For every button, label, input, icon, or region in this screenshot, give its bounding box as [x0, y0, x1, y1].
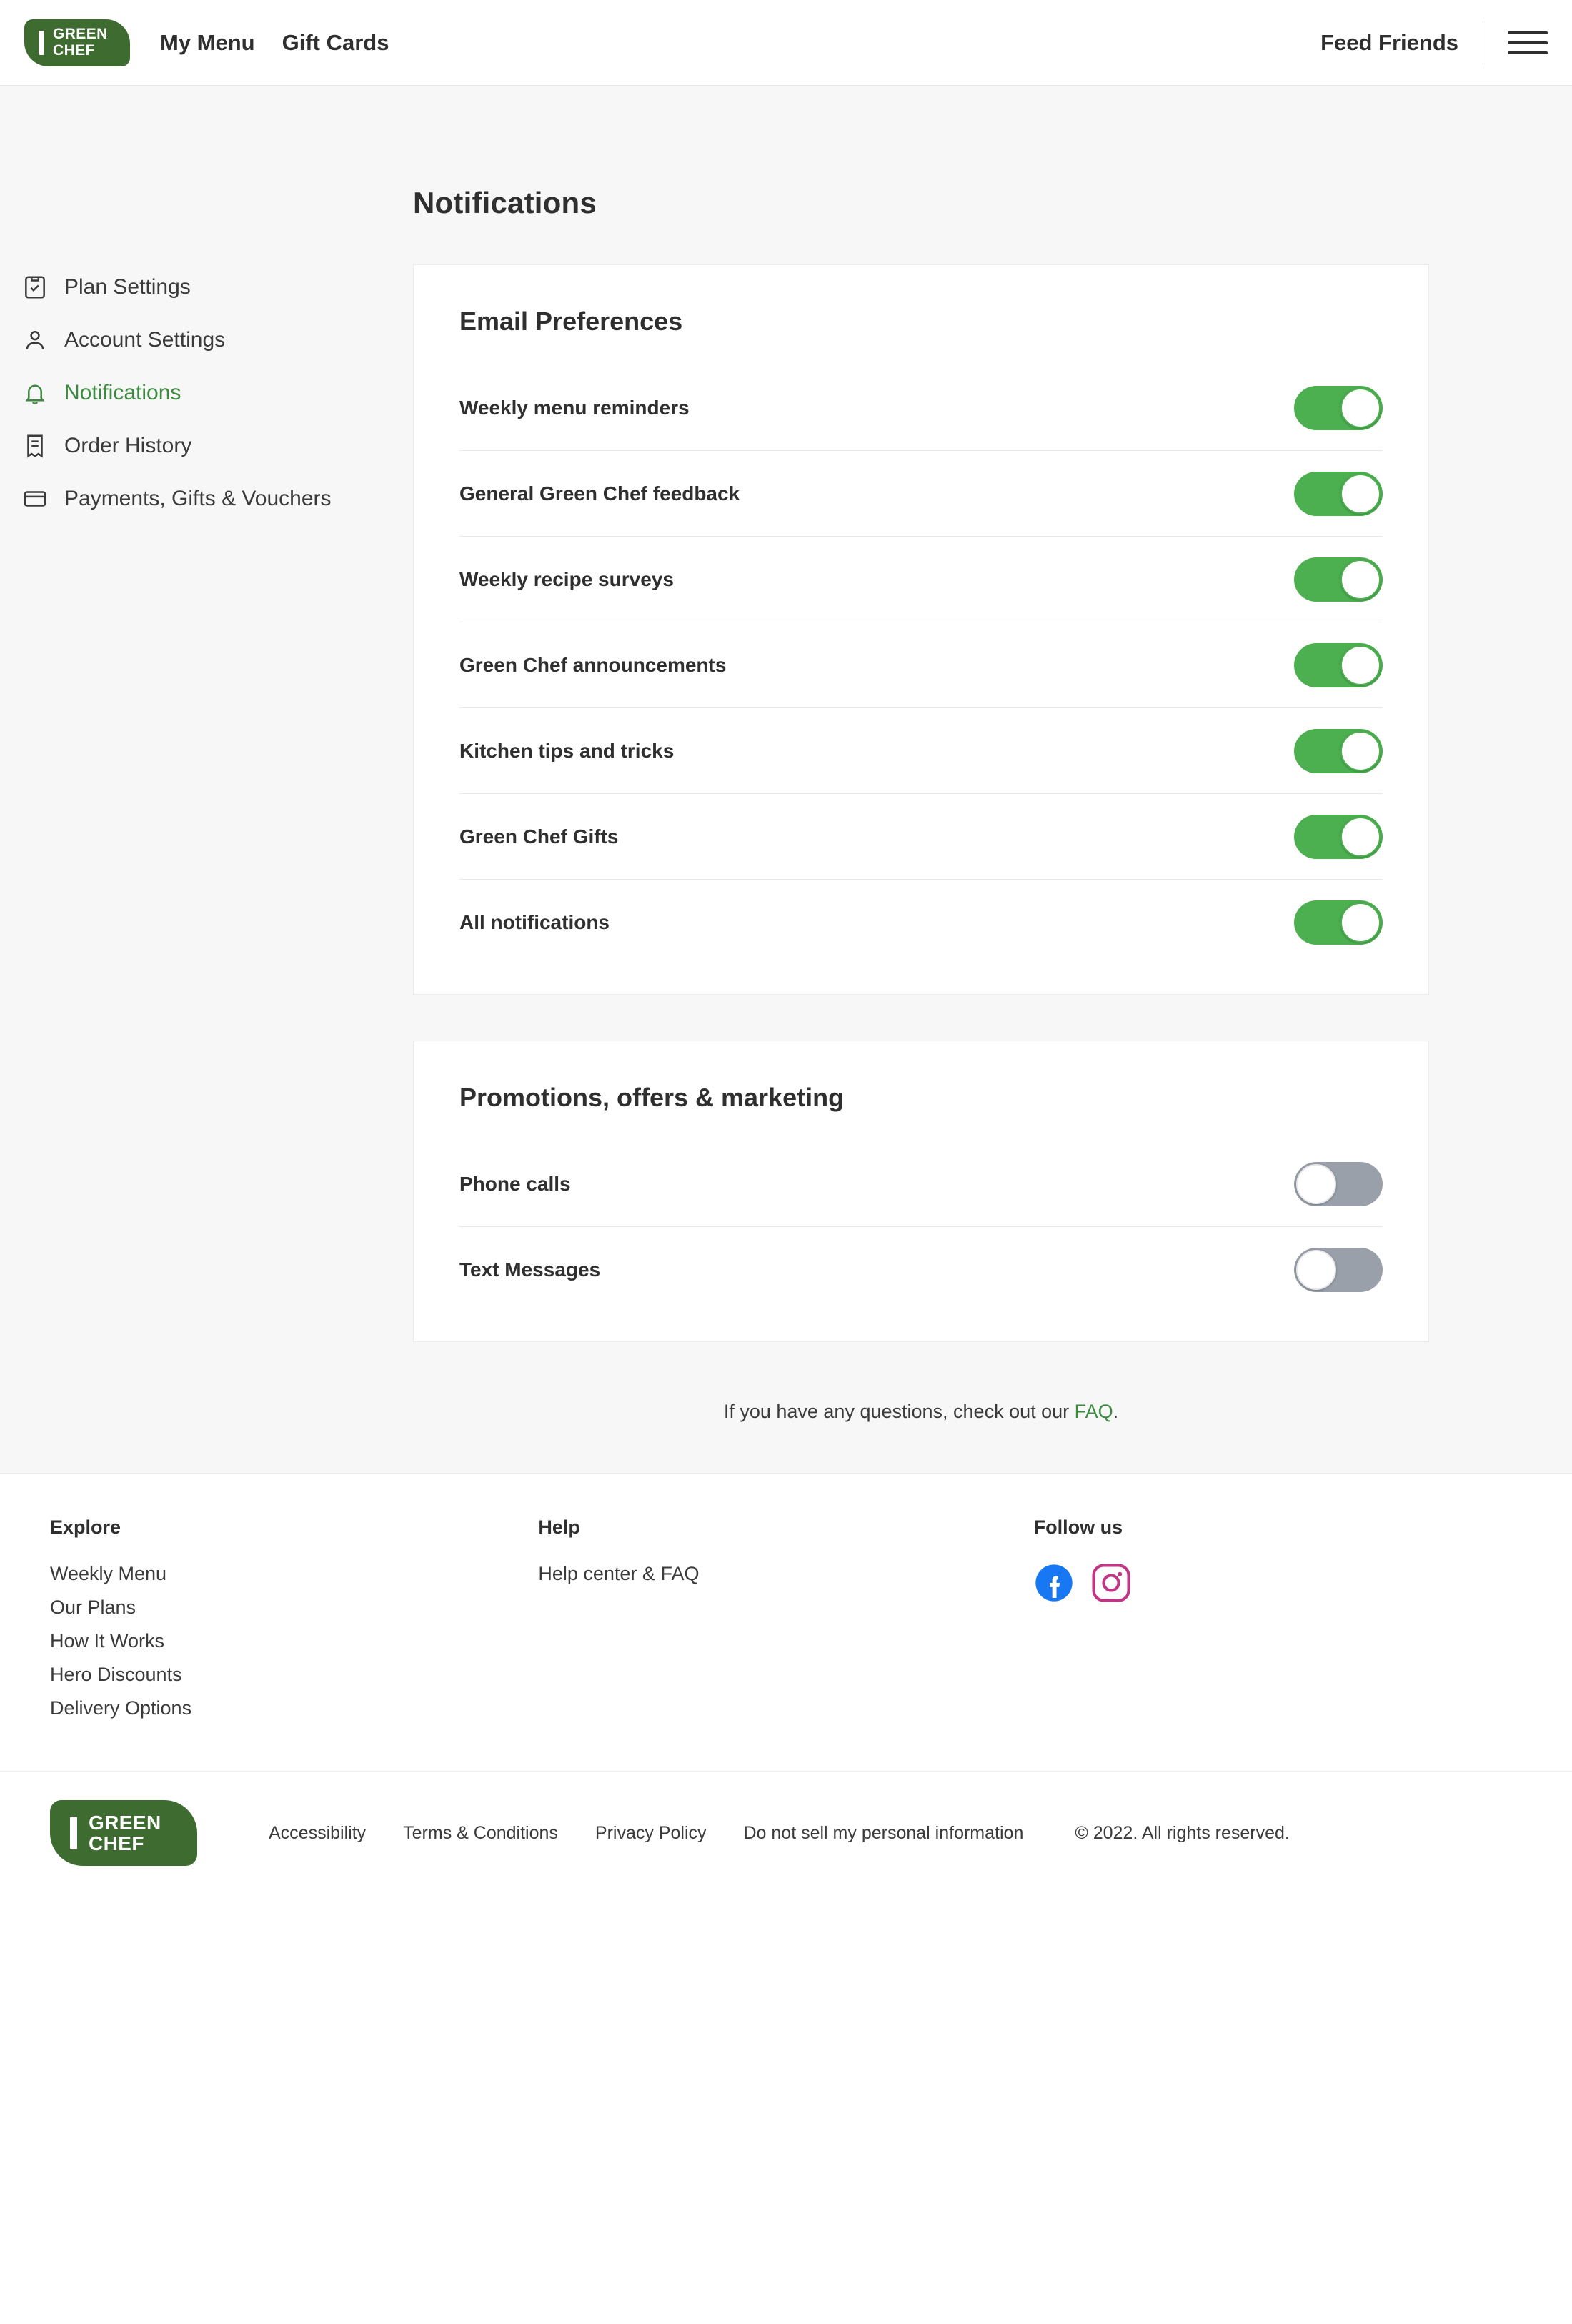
preference-label: Green Chef Gifts — [459, 825, 619, 848]
top-navigation-bar — [0, 0, 1572, 86]
logo-line-1: GREEN — [53, 26, 108, 43]
sidebar-item-label: Account Settings — [64, 328, 226, 352]
preference-row — [459, 365, 1383, 451]
toggle-weekly-menu-reminders[interactable] — [1294, 386, 1383, 430]
credit-card-icon — [21, 485, 49, 512]
preference-row — [459, 622, 1383, 708]
legal-link-terms-conditions[interactable]: Terms & Conditions — [403, 1822, 558, 1843]
faq-text-prefix: If you have any questions, check out our — [723, 1401, 1075, 1422]
facebook-link[interactable] — [1034, 1563, 1074, 1603]
instagram-link[interactable] — [1091, 1563, 1131, 1603]
sidebar-item-payments-gifts-vouchers[interactable] — [0, 472, 413, 525]
footer-column-heading: Follow us — [1033, 1516, 1123, 1538]
nav-link-my-menu[interactable]: My Menu — [160, 29, 255, 55]
legal-link-do-not-sell[interactable]: Do not sell my personal information — [743, 1822, 1024, 1843]
footer-column-explore — [50, 1516, 538, 1731]
footer-link-delivery-options[interactable]: Delivery Options — [50, 1697, 192, 1719]
footer-link-hero-discounts[interactable]: Hero Discounts — [50, 1664, 182, 1685]
preference-row — [459, 880, 1383, 965]
preference-label: General Green Chef feedback — [459, 482, 740, 505]
preference-row — [459, 794, 1383, 880]
main-content — [413, 86, 1572, 1473]
page-title: Notifications — [413, 186, 597, 219]
legal-link-accessibility[interactable]: Accessibility — [269, 1822, 367, 1843]
nav-link-feed-friends[interactable]: Feed Friends — [1320, 29, 1458, 55]
preference-label: Weekly menu reminders — [459, 396, 690, 419]
footer-column-heading: Help — [538, 1516, 580, 1538]
promotions-card — [413, 1041, 1429, 1342]
footer-green-chef-logo[interactable] — [50, 1800, 197, 1866]
toggle-kitchen-tips-and-tricks[interactable] — [1294, 729, 1383, 773]
preference-row — [459, 708, 1383, 794]
nav-link-gift-cards[interactable]: Gift Cards — [282, 29, 389, 55]
logo-bar-icon — [70, 1817, 77, 1849]
legal-links — [269, 1823, 1290, 1844]
sidebar-item-plan-settings[interactable] — [0, 261, 413, 314]
logo-bar-icon — [39, 31, 44, 55]
clipboard-check-icon — [21, 274, 49, 301]
logo-line-2: CHEF — [53, 41, 95, 59]
sidebar-item-order-history[interactable] — [0, 419, 413, 472]
faq-link[interactable]: FAQ — [1074, 1401, 1113, 1422]
toggle-phone-calls[interactable] — [1294, 1162, 1383, 1206]
preference-label: Phone calls — [459, 1172, 571, 1195]
toggle-green-chef-gifts[interactable] — [1294, 815, 1383, 859]
facebook-icon — [1034, 1563, 1074, 1603]
toggle-weekly-recipe-surveys[interactable] — [1294, 557, 1383, 602]
preference-row — [459, 451, 1383, 537]
account-sidebar — [0, 86, 413, 1473]
footer-logo-line-1: GREEN — [89, 1811, 161, 1834]
copyright-text: © 2022. All rights reserved. — [1075, 1822, 1290, 1843]
toggle-general-green-chef-feedback[interactable] — [1294, 472, 1383, 516]
footer-bottom-bar — [0, 1771, 1572, 1945]
faq-text-suffix: . — [1113, 1401, 1119, 1422]
page-body — [0, 86, 1572, 1473]
preference-label: Kitchen tips and tricks — [459, 739, 675, 762]
footer-logo-line-2: CHEF — [89, 1832, 144, 1854]
preference-row — [459, 537, 1383, 622]
toggle-all-notifications[interactable] — [1294, 900, 1383, 945]
legal-link-privacy-policy[interactable]: Privacy Policy — [595, 1822, 707, 1843]
preference-label: Text Messages — [459, 1258, 601, 1281]
social-links — [1034, 1563, 1522, 1603]
footer-link-weekly-menu[interactable]: Weekly Menu — [50, 1563, 167, 1584]
email-preferences-card — [413, 264, 1429, 995]
primary-nav-links — [160, 30, 389, 56]
preference-row — [459, 1141, 1383, 1227]
green-chef-logo[interactable] — [24, 19, 130, 66]
receipt-icon — [21, 432, 49, 460]
footer-link-how-it-works[interactable]: How It Works — [50, 1630, 165, 1652]
footer-link-our-plans[interactable]: Our Plans — [50, 1596, 136, 1618]
preference-label: All notifications — [459, 911, 610, 933]
sidebar-item-label: Payments, Gifts & Vouchers — [64, 487, 332, 510]
toggle-text-messages[interactable] — [1294, 1248, 1383, 1292]
footer-link-help-center-faq[interactable]: Help center & FAQ — [538, 1563, 700, 1584]
footer-column-follow-us — [1034, 1516, 1522, 1731]
sidebar-item-label: Notifications — [64, 381, 181, 404]
preference-label: Weekly recipe surveys — [459, 567, 674, 590]
toggle-green-chef-announcements[interactable] — [1294, 643, 1383, 687]
sidebar-item-notifications[interactable] — [0, 367, 413, 419]
sidebar-item-account-settings[interactable] — [0, 314, 413, 367]
faq-help-text — [413, 1388, 1429, 1473]
user-icon — [21, 327, 49, 354]
card-title: Promotions, offers & marketing — [459, 1083, 845, 1112]
preference-label: Green Chef announcements — [459, 653, 727, 676]
sidebar-item-label: Plan Settings — [64, 275, 191, 299]
bell-icon — [21, 379, 49, 407]
footer-columns — [0, 1516, 1572, 1731]
site-footer — [0, 1473, 1572, 1945]
nav-right-group — [1320, 21, 1548, 65]
preference-row — [459, 1227, 1383, 1313]
card-title: Email Preferences — [459, 307, 683, 336]
footer-column-heading: Explore — [50, 1516, 121, 1538]
instagram-icon — [1091, 1563, 1131, 1603]
sidebar-item-label: Order History — [64, 434, 192, 457]
footer-column-help — [538, 1516, 1033, 1731]
hamburger-menu-icon[interactable] — [1508, 31, 1548, 54]
